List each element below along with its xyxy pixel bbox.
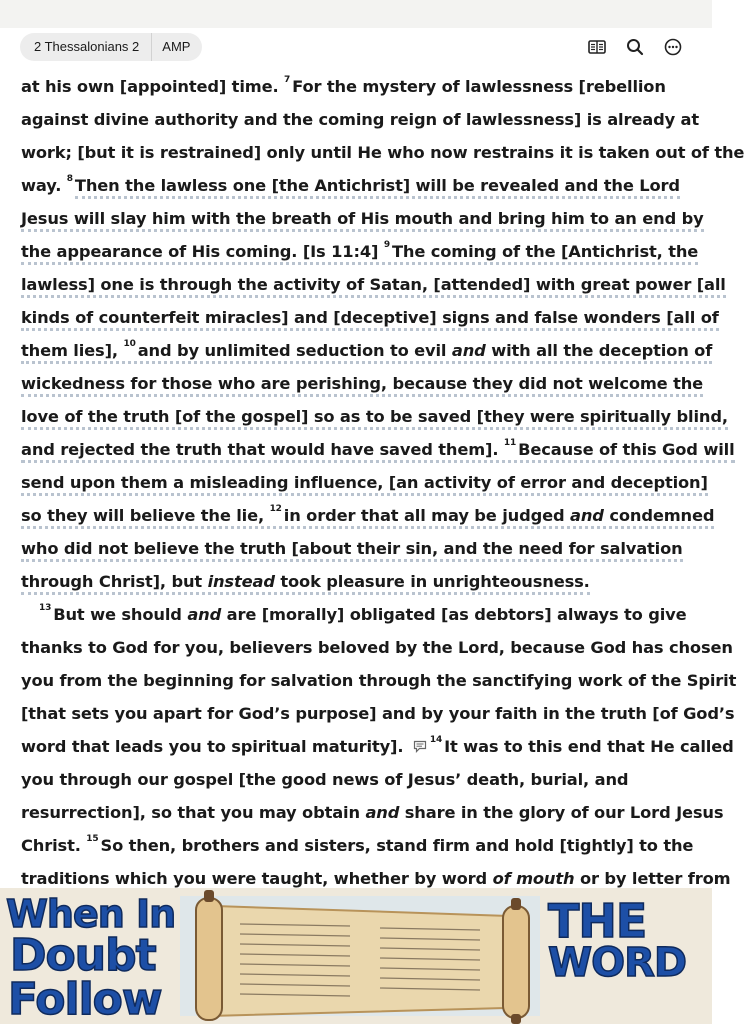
verse-text: traditions which you were taught, whether by word: [21, 869, 493, 888]
text-line: [21, 598, 701, 631]
verse-text: took pleasure in unrighteousness.: [274, 572, 590, 591]
verse-text: thanks to God for you, believers beloved by the Lord, because God has chosen: [21, 638, 733, 657]
italic-text: and: [570, 506, 604, 525]
line-text: [21, 737, 734, 756]
italic-text: and: [451, 341, 486, 360]
verse-number: 8: [66, 174, 73, 184]
verse-number: 7: [284, 75, 291, 85]
verse-text: who did not believe the truth [about their sin, and the need for salvation: [21, 539, 683, 558]
line-text: [21, 638, 733, 657]
highlighted-text[interactable]: [21, 275, 726, 298]
text-line: [21, 301, 719, 334]
verse-text: [that sets you apart for God’s purpose] and by your faith in the truth [of God’s: [21, 704, 735, 723]
verse-text: through Christ], but: [21, 572, 208, 591]
verse-text: way.: [21, 176, 67, 195]
more-options-icon[interactable]: [662, 36, 684, 58]
highlighted-text[interactable]: [75, 176, 680, 199]
banner-right-line-2: WORD: [548, 940, 687, 986]
note-icon[interactable]: [413, 731, 427, 764]
scripture-text: [21, 70, 744, 895]
verse-text: and by unlimited seduction to evil: [137, 341, 452, 360]
text-line: [21, 169, 701, 202]
verse-text: at his own [appointed] time.: [21, 77, 285, 96]
verse-number: 11: [503, 438, 517, 448]
highlighted-text[interactable]: [21, 374, 703, 397]
text-line: [21, 400, 728, 433]
verse-text: you through our gospel [the good news of Jesus’ death, burial, and: [21, 770, 629, 789]
verse-text: are [morally] obligated [as debtors] always to give: [221, 605, 687, 624]
verse-text: lawless] one is through the activity of Satan, [attended] with great power [all: [21, 275, 726, 294]
verse-text: For the mystery of lawlessness [rebellion: [292, 77, 666, 96]
text-line: [21, 334, 713, 367]
verse-text: the appearance of His coming. [Is 11:4]: [21, 242, 384, 261]
verse-text: condemned: [603, 506, 715, 525]
highlighted-text[interactable]: [21, 407, 728, 430]
line-text: [21, 803, 723, 822]
verse-text: send upon them a misleading influence, [an activity of error and deception]: [21, 473, 708, 492]
text-line: [21, 763, 701, 796]
passage-selector[interactable]: [20, 33, 202, 61]
text-line: [21, 466, 708, 499]
highlighted-text[interactable]: [21, 341, 712, 364]
verse-text: It was to this end that He called: [444, 737, 734, 756]
verse-text: in order that all may be judged: [283, 506, 571, 525]
version-button[interactable]: AMP: [162, 39, 191, 54]
banner-line-3: Follow: [8, 974, 162, 1025]
text-line: [21, 697, 735, 730]
highlighted-text[interactable]: [21, 506, 714, 529]
verse-text: wickedness for those who are perishing, because they did not welcome the: [21, 374, 704, 393]
verse-text: you from the beginning for salvation through the sanctifying work of the Spirit: [21, 671, 737, 690]
text-line: [21, 202, 704, 235]
highlighted-text[interactable]: [21, 539, 683, 562]
line-text: [21, 77, 666, 96]
line-text: [21, 770, 628, 789]
line-text: [21, 176, 680, 195]
text-line: [21, 136, 744, 169]
italic-text: of mouth: [492, 869, 575, 888]
verse-text: so they will believe the lie,: [21, 506, 270, 525]
promo-banner: [0, 888, 712, 1024]
highlighted-text[interactable]: [21, 473, 708, 496]
text-line: [21, 664, 737, 697]
text-line: [21, 433, 735, 466]
text-line: [21, 631, 733, 664]
line-text: [21, 110, 699, 129]
verse-number: 12: [269, 504, 282, 514]
verse-text: with all the deception of: [485, 341, 713, 360]
verse-text: resurrection], so that you may obtain: [21, 803, 366, 822]
line-text: [21, 671, 736, 690]
verse-text: So then, brothers and sisters, stand firm and hold [tightly] to the: [100, 836, 694, 855]
banner-line-1: When In: [6, 892, 176, 936]
verse-text: them lies],: [21, 341, 124, 360]
text-line: [21, 268, 726, 301]
search-icon[interactable]: [624, 36, 646, 58]
verse-text: kinds of counterfeit miracles] and [deceptive] signs and false wonders [all of: [21, 308, 719, 327]
verse-text: Jesus will slay him with the breath of His mouth and bring him to an end by: [21, 209, 704, 228]
verse-text: love of the truth [of the gospel] so as to be saved [they were spiritually blind,: [21, 407, 728, 426]
verse-number: 9: [383, 240, 390, 250]
line-text: [21, 143, 744, 162]
verse-text: Christ.: [21, 836, 87, 855]
highlighted-text[interactable]: [21, 209, 704, 232]
italic-text: and: [187, 605, 222, 624]
line-text: [21, 869, 730, 888]
verse-number: 10: [123, 339, 136, 349]
line-text: [39, 605, 687, 624]
verse-text: The coming of the [Antichrist, the: [391, 242, 699, 261]
verse-text: work; [but it is restrained] only until He who now restrains it is taken out of the: [21, 143, 744, 162]
book-chapter-button[interactable]: 2 Thessalonians 2: [20, 33, 152, 61]
reader-toolbar: [0, 28, 712, 68]
text-line: [21, 499, 715, 532]
reader-view-icon[interactable]: [586, 36, 608, 58]
line-text: [21, 836, 693, 855]
line-text: [21, 704, 734, 723]
highlighted-text[interactable]: [21, 242, 698, 265]
verse-text: against divine authority and the coming reign of lawlessness] is already at: [21, 110, 700, 129]
verse-text: Because of this God will: [518, 440, 735, 459]
text-line: [21, 103, 701, 136]
text-line: [21, 730, 734, 763]
verse-text: share in the glory of our Lord Jesus: [399, 803, 724, 822]
text-line: [21, 565, 701, 598]
highlighted-text[interactable]: [21, 308, 719, 331]
highlighted-text[interactable]: [21, 440, 735, 463]
verse-text: word that leads you to spiritual maturity].: [21, 737, 409, 756]
italic-text: instead: [207, 572, 275, 591]
text-line: [21, 829, 701, 862]
verse-text: and rejected the truth that would have saved them].: [21, 440, 504, 459]
text-line: [21, 70, 701, 103]
banner-line-2: Doubt: [10, 930, 156, 981]
verse-text: or by letter from: [574, 869, 731, 888]
text-line: [21, 532, 701, 565]
italic-text: and: [365, 803, 400, 822]
verse-number: 15: [86, 834, 99, 844]
banner-right-line-1: THE: [548, 894, 647, 948]
verse-text: But we should: [53, 605, 188, 624]
text-line: [21, 235, 701, 268]
verse-number: 13: [39, 603, 52, 613]
text-line: [21, 367, 704, 400]
verse-number: 14: [429, 735, 443, 745]
highlighted-text[interactable]: [21, 572, 590, 595]
status-bar: [0, 0, 712, 28]
verse-text: Then the lawless one [the Antichrist] will be revealed and the Lord: [74, 176, 680, 195]
text-line: [21, 796, 724, 829]
